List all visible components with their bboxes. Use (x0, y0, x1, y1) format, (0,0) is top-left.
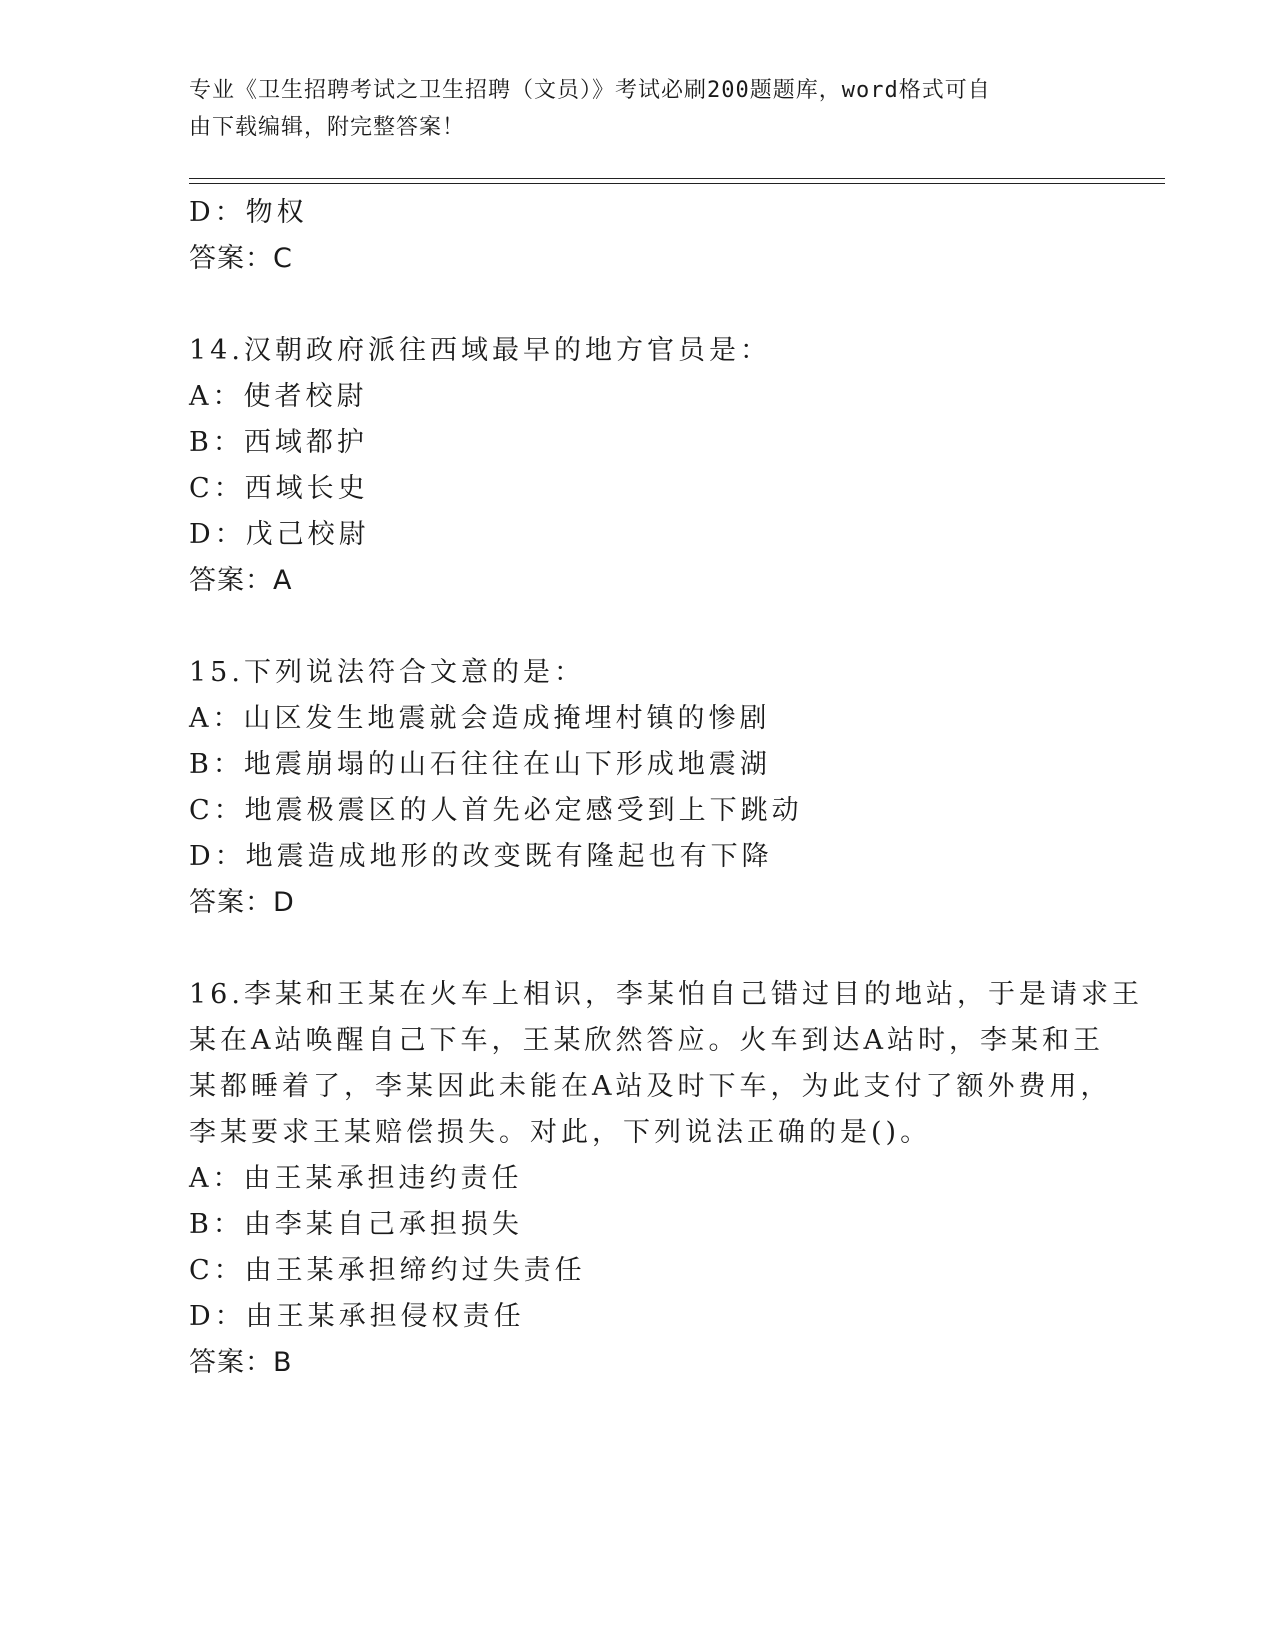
question-stem (189, 328, 1089, 374)
option-b: B：由李某自己承担损失 (189, 1209, 523, 1240)
question-stem-line: 14.汉朝政府派往西域最早的地方官员是： (189, 335, 771, 366)
option-d: D：地震造成地形的改变既有隆起也有下降 (189, 841, 773, 872)
header-divider-top (189, 178, 1165, 179)
answer-line: 答案：B (189, 1347, 293, 1378)
question-stem-line: 15.下列说法符合文意的是： (189, 657, 585, 688)
option-a: A：使者校尉 (189, 381, 368, 412)
header-divider-bottom (189, 183, 1165, 184)
option-a: A：山区发生地震就会造成掩埋村镇的惨剧 (189, 703, 771, 734)
answer-line: 答案：C (189, 243, 293, 274)
option-c: C：由王某承担缔约过失责任 (189, 1255, 586, 1286)
spacer (189, 282, 1089, 328)
option-c: C：地震极震区的人首先必定感受到上下跳动 (189, 795, 803, 826)
question-list (189, 190, 1143, 1386)
header-line-2: 由下载编辑，附完整答案！ (189, 115, 466, 140)
question-stem-line: 16.李某和王某在火车上相识，李某怕自己错过目的地站，于是请求王 (189, 979, 1143, 1010)
answer-line: 答案：A (189, 565, 293, 596)
header-line-1: 专业《卫生招聘考试之卫生招聘（文员）》考试必刷200题题库，word格式可自 (189, 78, 991, 103)
question-16 (189, 972, 1143, 1386)
option-a: A：由王某承担违约责任 (189, 1163, 523, 1194)
option-d: D：由王某承担侵权责任 (189, 1301, 525, 1332)
option-d: D：物权 (189, 197, 308, 228)
question-stem (189, 972, 1143, 1156)
option-b: B：西域都护 (189, 427, 368, 458)
question-14 (189, 328, 1089, 604)
question-stem-line: 某都睡着了，李某因此未能在A站及时下车，为此支付了额外费用， (189, 1071, 1112, 1102)
answer-line: 答案：D (189, 887, 295, 918)
question-stem (189, 650, 1089, 696)
spacer (189, 926, 1089, 972)
option-c: C：西域长史 (189, 473, 369, 504)
option-d: D：戊己校尉 (189, 519, 370, 550)
question-stem-line: 李某要求王某赔偿损失。对此，下列说法正确的是()。 (189, 1117, 932, 1148)
question-15 (189, 650, 1089, 926)
question-stem-line: 某在A站唤醒自己下车，王某欣然答应。火车到达A站时，李某和王 (189, 1025, 1104, 1056)
option-b: B：地震崩塌的山石往往在山下形成地震湖 (189, 749, 771, 780)
document-header (189, 72, 1089, 146)
spacer (189, 604, 1089, 650)
